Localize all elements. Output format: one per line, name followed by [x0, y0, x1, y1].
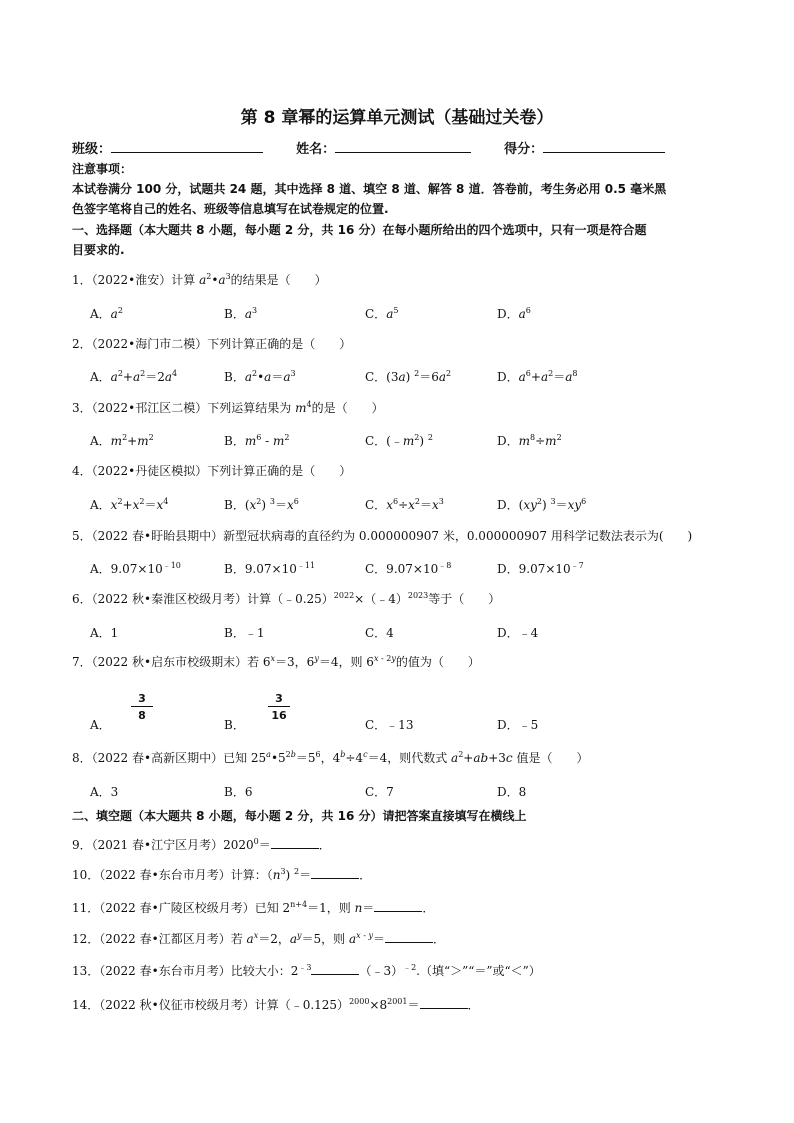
- question-6-stem: 6．（2022 秋•秦淮区校级月考）计算（﹣0.25）$^{2022}$×（﹣4）$^{2023}$等于（ ）: [72, 591, 501, 606]
- q2-option-b: B．$a^2•a=a^3$: [224, 369, 296, 384]
- q4-option-d: D．$(xy^2)$ $^3=xy^6$: [497, 497, 587, 512]
- q2-option-d: D．$a^6+a^2=a^8$: [497, 369, 578, 384]
- q7-option-b-label: B．: [224, 718, 245, 732]
- q7-option-a-fraction: $\frac{3}{8}$: [131, 692, 153, 722]
- notice-line-2: 色签字笔将自己的姓名、班级等信息填写在试卷规定的位置.: [72, 202, 389, 216]
- q1-option-c: C．$a^5$: [365, 306, 399, 321]
- answer-blank[interactable]: [311, 962, 359, 975]
- name-label: 姓名：: [296, 142, 336, 157]
- q6-option-a: A．1: [90, 626, 119, 640]
- page-title: 第 8 章幂的运算单元测试（基础过关卷）: [240, 108, 554, 128]
- q1-option-a: A．$a^2$: [90, 306, 123, 321]
- question-12: 12．（2022 春•江都区月考）若 $a^x=2$，$a^y=5$，则 $a^{x - y}=$ ．: [72, 931, 446, 946]
- question-9: 9．（2021 春•江宁区月考）$2020^0=$ ．: [72, 837, 331, 852]
- question-13: 13．（2022 春•东台市月考）比较大小：$2^{﹣3}$ （﹣3）$^{﹣2}$.（填“＞”“＝”或“＜”）: [72, 963, 541, 978]
- q7-option-d: D．﹣5: [497, 718, 539, 732]
- q3-option-b: B．$m^6 - m^2$: [224, 433, 290, 448]
- q5-option-d: D．$9.07\times 10^{﹣7}$: [497, 561, 584, 576]
- question-10: 10．（2022 春•东台市月考）计算：$(n^3)$ $^2$＝ ．: [72, 867, 372, 882]
- answer-blank[interactable]: [385, 930, 433, 943]
- answer-blank[interactable]: [271, 836, 319, 849]
- question-8-stem: 8．（2022 春•高新区期中）已知 $25^a•5^{2b}=5^6$，$4^b\div 4^c=4$，则代数式 $a^2+ab+3c$ 值是（ ）: [72, 750, 589, 765]
- q4-option-c: C．$x^6\div x^2=x^3$: [365, 497, 444, 512]
- q7-option-b-fraction: $\frac{3}{16}$: [268, 692, 290, 722]
- q2-option-c: C．(3a) $^2=6a^2$: [365, 369, 452, 384]
- q5-option-a: A．$9.07\times 10^{﹣10}$: [90, 561, 181, 576]
- question-2-stem: 2．（2022•海门市二模）下列计算正确的是（ ）: [72, 337, 352, 351]
- q3-option-a: A．$m^2+m^2$: [90, 433, 154, 448]
- question-11: 11．（2022 春•广陵区校级月考）已知 $2^{n+4}=1$，则 n＝ ．: [72, 900, 435, 915]
- score-blank: [543, 140, 665, 153]
- q2-option-a: A．$a^2+a^2=2a^4$: [90, 369, 178, 384]
- q8-option-a: A．3: [90, 785, 119, 799]
- q4-option-b: B．$(x^2)$ $^3=x^6$: [224, 497, 299, 512]
- answer-blank[interactable]: [311, 866, 359, 879]
- question-14: 14．（2022 秋•仪征市校级月考）计算$(﹣0.125)^{2000}\times 8^{2001}=$ ．: [72, 997, 480, 1012]
- section-1-line-2: 目要求的.: [72, 243, 125, 257]
- q5-option-c: C．$9.07\times 10^{﹣8}$: [365, 561, 452, 576]
- q1-option-b: B．$a^3$: [224, 306, 258, 321]
- q4-option-a: A．$x^2+x^2=x^4$: [90, 497, 169, 512]
- notice-title: 注意事项：: [72, 162, 133, 176]
- question-4-stem: 4．（2022•丹徒区模拟）下列计算正确的是（ ）: [72, 464, 352, 478]
- score-label: 得分：: [504, 142, 544, 157]
- answer-blank[interactable]: [420, 996, 468, 1009]
- question-3-stem: 3．（2022•邗江区二模）下列运算结果为 $m^4$的是（ ）: [72, 400, 384, 415]
- section-2-heading: 二、填空题（本大题共 8 小题，每小题 2 分，共 16 分）请把答案直接填写在横线上: [72, 809, 527, 823]
- student-info-row: [72, 138, 732, 157]
- q3-option-d: D．$m^8\div m^2$: [497, 433, 562, 448]
- question-1-stem: 1．（2022•淮安）计算 $a^2•a^3$的结果是（ ）: [72, 272, 327, 287]
- class-blank: [111, 140, 263, 153]
- q7-option-a-label: A．: [90, 718, 111, 732]
- q6-option-d: D．﹣4: [497, 626, 539, 640]
- name-blank: [335, 140, 471, 153]
- notice-line-1: 本试卷满分 100 分，试题共 24 题，其中选择 8 道、填空 8 道、解答 8 道．答卷前，考生务必用 0.5 毫米黑: [72, 182, 667, 196]
- q6-option-c: C．4: [365, 626, 394, 640]
- question-7-stem: 7．（2022 秋•启东市校级期末）若 $6^x=3$，$6^y=4$，则 $6^{x - 2y}$的值为（ ）: [72, 654, 480, 669]
- q7-option-c: C．﹣13: [365, 718, 414, 732]
- q3-option-c: C．$(﹣m^2)$ $^2$: [365, 433, 433, 448]
- class-label: 班级：: [72, 142, 112, 157]
- q5-option-b: B．$9.07\times 10^{﹣11}$: [224, 561, 316, 576]
- q8-option-b: B．6: [224, 785, 253, 799]
- q1-option-d: D．$a^6$: [497, 306, 531, 321]
- q8-option-c: C．7: [365, 785, 394, 799]
- q6-option-b: B．﹣1: [224, 626, 265, 640]
- section-1-line-1: 一、选择题（本大题共 8 小题，每小题 2 分，共 16 分）在每小题所给出的四个选项中，只有一项是符合题: [72, 223, 647, 237]
- question-5-stem: 5．（2022 春•盱眙县期中）新型冠状病毒的直径约为 0.000000907 米，0.000000907 用科学记数法表示为( ): [72, 529, 693, 543]
- answer-blank[interactable]: [374, 899, 422, 912]
- q8-option-d: D．8: [497, 785, 527, 799]
